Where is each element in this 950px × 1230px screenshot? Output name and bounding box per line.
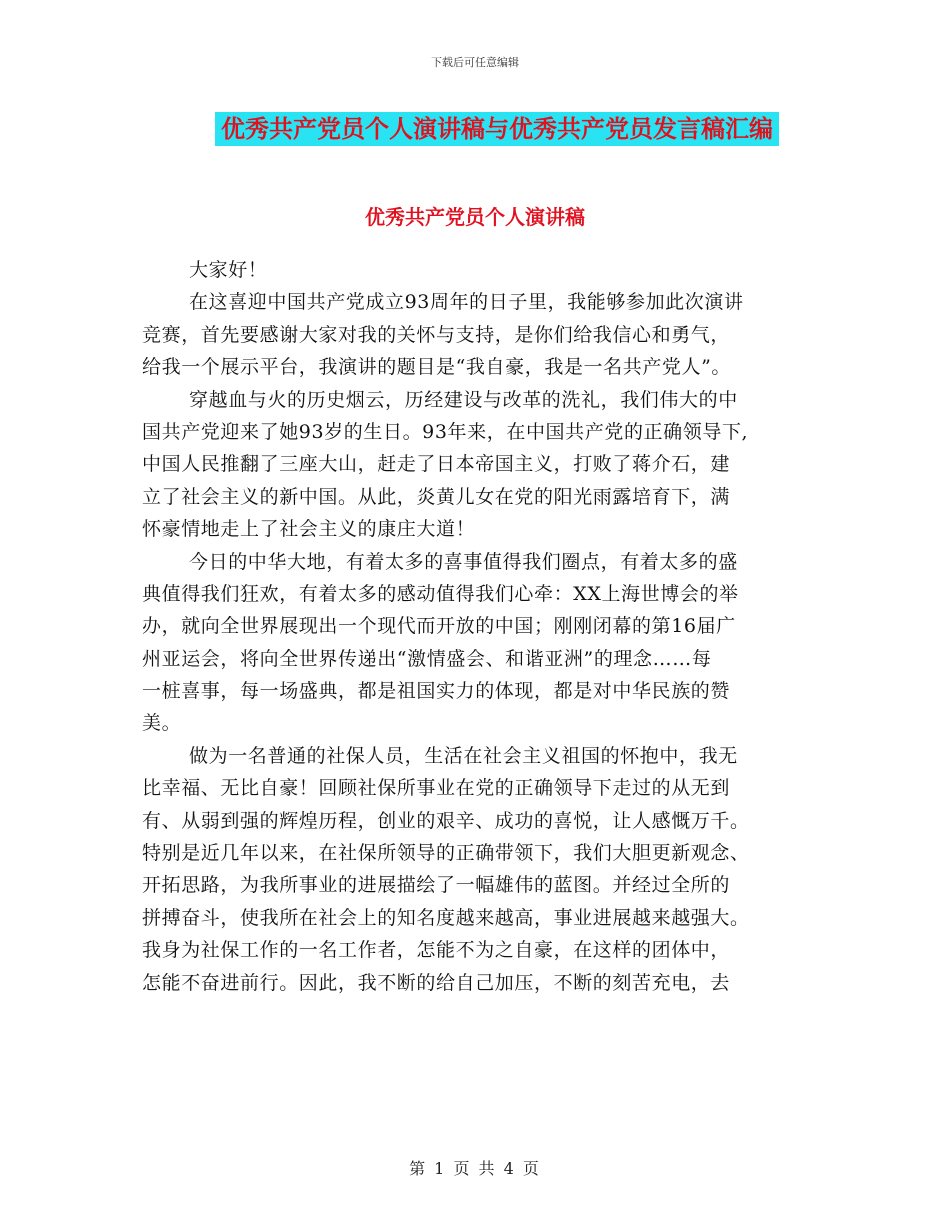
body-line: 今日的中华大地，有着太多的喜事值得我们圈点，有着太多的盛 xyxy=(189,550,738,573)
body-line: 大家好！ xyxy=(189,259,268,281)
body-line: 典值得我们狂欢，有着太多的感动值得我们心牵：XX上海世博会的举 xyxy=(142,582,739,605)
body-line: 给我一个展示平台，我演讲的题目是“我自豪，我是一名共产党人”。 xyxy=(142,356,732,379)
body-line: 做为一名普通的社保人员，生活在社会主义祖国的怀抱中，我无 xyxy=(189,744,738,767)
body-line: 立了社会主义的新中国。从此，炎黄儿女在党的阳光雨露培育下，满 xyxy=(142,485,731,508)
body-line: 中国人民推翻了三座大山，赶走了日本帝国主义，打败了蒋介石，建 xyxy=(142,453,731,476)
body-line: 州亚运会，将向全世界传递出“激情盛会、和谐亚洲”的理念……每 xyxy=(142,647,712,670)
sub-title: 优秀共产党员个人演讲稿 xyxy=(365,205,585,229)
body-line: 美。 xyxy=(142,712,182,735)
body-line: 怀豪情地走上了社会主义的康庄大道！ xyxy=(142,518,476,541)
body-text xyxy=(142,254,822,999)
body-line: 拼搏奋斗，使我所在社会上的知名度越来越高，事业进展越来越强大。 xyxy=(142,906,750,929)
body-line: 国共产党迎来了她93岁的生日。93年来，在中国共产党的正确领导下, xyxy=(142,420,749,443)
body-line: 穿越血与火的历史烟云，历经建设与改革的洗礼，我们伟大的中 xyxy=(189,388,738,411)
main-title-container xyxy=(0,112,950,146)
body-line: 竞赛，首先要感谢大家对我的关怀与支持，是你们给我信心和勇气， xyxy=(142,323,731,346)
header-note: 下载后可任意编辑 xyxy=(431,56,519,69)
body-line: 办，就向全世界展现出一个现代而开放的中国；刚刚闭幕的第16届广 xyxy=(142,615,736,638)
body-line: 在这喜迎中国共产党成立93周年的日子里，我能够参加此次演讲 xyxy=(189,291,744,314)
body-line: 怎能不奋进前行。因此，我不断的给自己加压，不断的刻苦充电，去 xyxy=(142,971,731,994)
body-line: 比幸福、无比自豪！回顾社保所事业在党的正确领导下走过的从无到 xyxy=(142,777,731,800)
main-title: 优秀共产党员个人演讲稿与优秀共产党员发言稿汇编 xyxy=(215,112,779,146)
body-line: 特别是近几年以来，在社保所领导的正确带领下，我们大胆更新观念、 xyxy=(142,842,750,865)
page-footer: 第 1 页 共 4 页 xyxy=(409,1159,541,1178)
body-line: 开拓思路，为我所事业的进展描绘了一幅雄伟的蓝图。并经过全所的 xyxy=(142,874,731,897)
body-line: 我身为社保工作的一名工作者，怎能不为之自豪，在这样的团体中， xyxy=(142,939,731,962)
body-line: 有、从弱到强的辉煌历程，创业的艰辛、成功的喜悦，让人感慨万千。 xyxy=(142,809,750,832)
body-line: 一桩喜事，每一场盛典，都是祖国实力的体现，都是对中华民族的赞 xyxy=(142,680,731,703)
